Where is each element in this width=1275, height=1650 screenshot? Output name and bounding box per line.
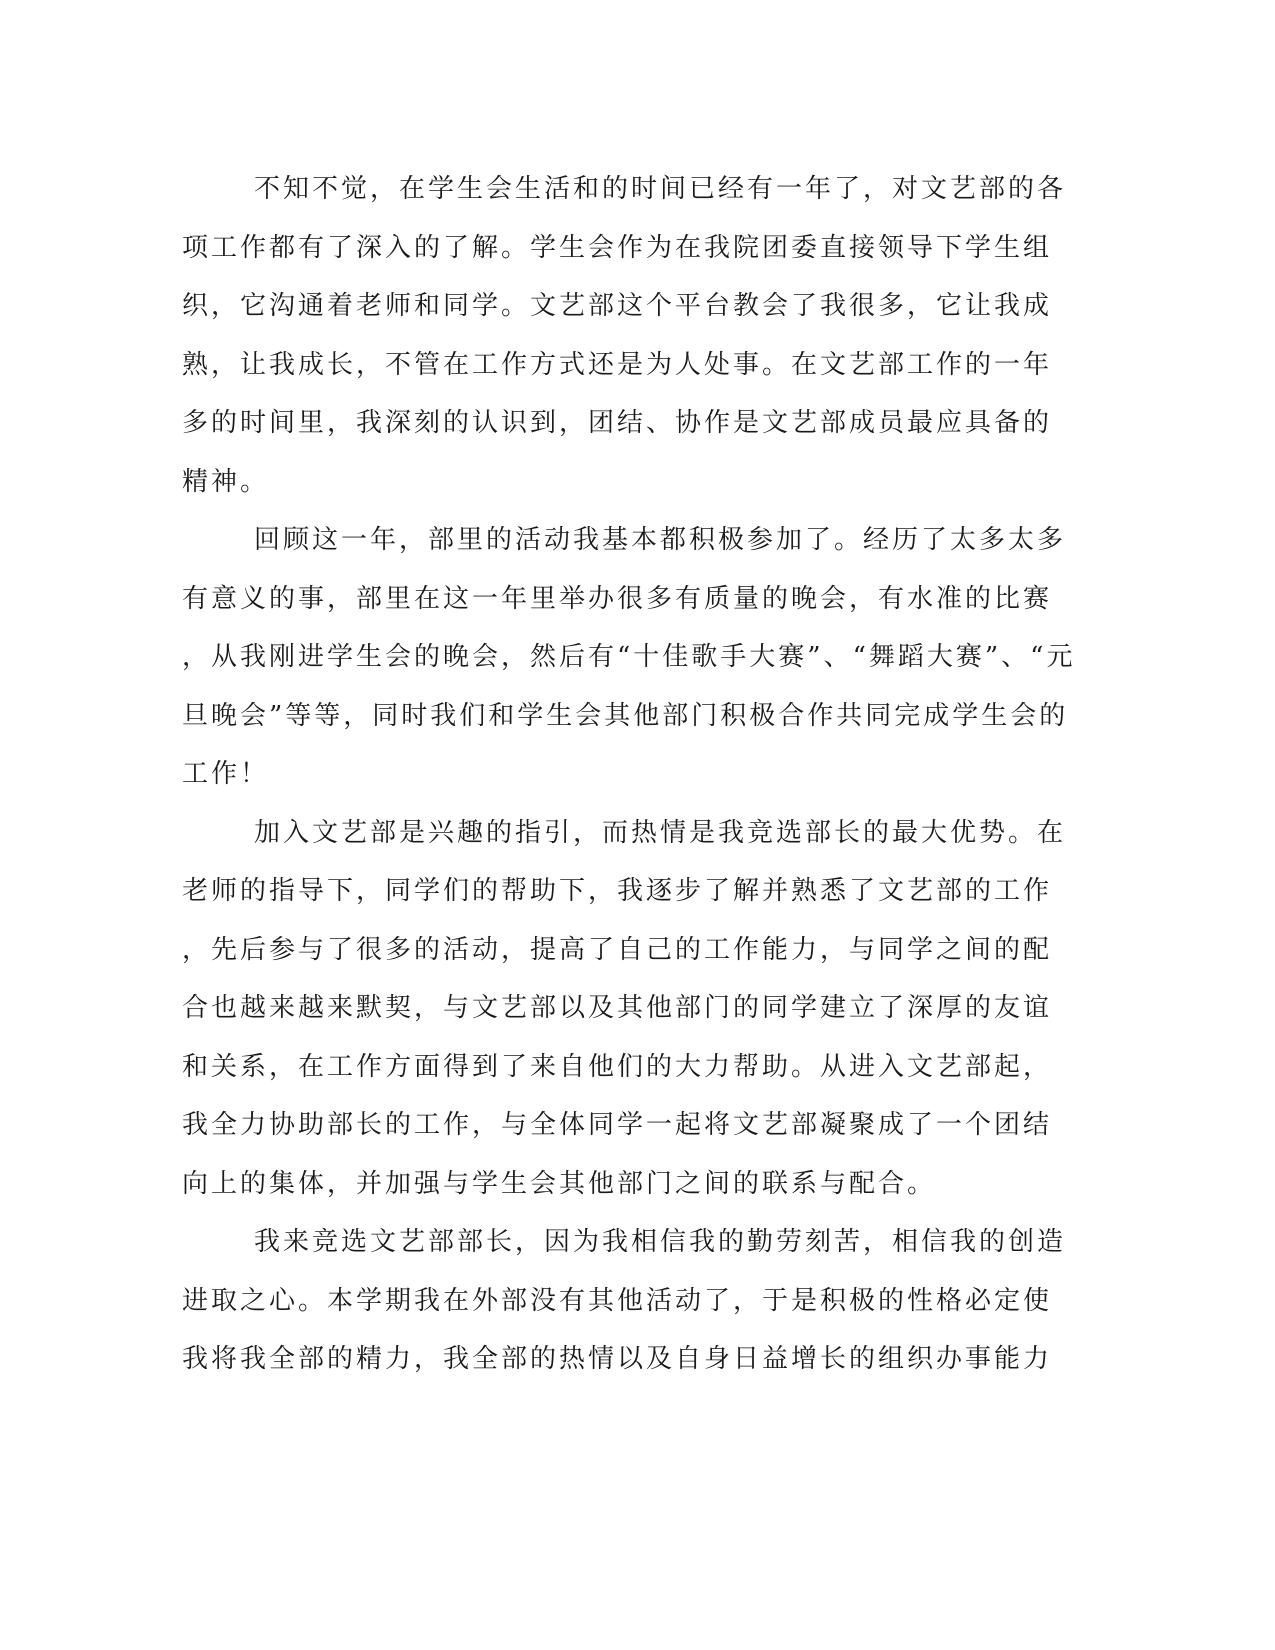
text-line: ，从我刚进学生会的晚会，然后有“十佳歌手大赛”、“舞蹈大赛”、“元 [182,642,1076,672]
text-line: 不知不觉，在学生会生活和的时间已经有一年了，对文艺部的各 [254,174,1067,204]
text-line: 回顾这一年，部里的活动我基本都积极参加了。经历了太多太多 [254,525,1067,555]
text-line: 有意义的事，部里在这一年里举办很多有质量的晚会，有水准的比赛 [182,583,1053,614]
paragraph-2 [182,511,1076,804]
text-line: 合也越来越来默契，与文艺部以及其他部门的同学建立了深厚的友谊 [182,993,1053,1023]
text-line: 我来竞选文艺部部长，因为我相信我的勤劳刻苦，相信我的创造 [254,1227,1067,1257]
text-line: 加入文艺部是兴趣的指引，而热情是我竞选部长的最大优势。在 [254,817,1067,848]
text-line: 织，它沟通着老师和同学。文艺部这个平台教会了我很多，它让我成 [182,291,1053,321]
text-line: 我全力协助部长的工作，与全体同学一起将文艺部凝聚成了一个团结 [182,1110,1053,1140]
text-line: 精神。 [182,466,270,497]
text-line: 向上的集体，并加强与学生会其他部门之间的联系与配合。 [182,1168,937,1199]
text-line: 和关系，在工作方面得到了来自他们的大力帮助。从进入文艺部起， [182,1051,1053,1082]
paragraph-4 [182,1213,1067,1389]
text-line: 多的时间里，我深刻的认识到，团结、协作是文艺部成员最应具备的 [182,408,1053,438]
text-line: 旦晚会”等等，同时我们和学生会其他部门积极合作共同完成学生会的 [182,700,1069,731]
text-line: 工作！ [182,759,270,789]
text-line: 老师的指导下，同学们的帮助下，我逐步了解并熟悉了文艺部的工作 [182,876,1053,906]
document-body [182,160,1076,1389]
text-line: 我将我全部的精力，我全部的热情以及自身日益增长的组织办事能力 [182,1344,1053,1374]
text-line: 熟，让我成长，不管在工作方式还是为人处事。在文艺部工作的一年 [182,349,1053,380]
text-line: 项工作都有了深入的了解。学生会作为在我院团委直接领导下学生组 [182,232,1053,263]
paragraph-3 [182,804,1067,1214]
paragraph-1 [182,160,1067,511]
text-line: ，先后参与了很多的活动，提高了自己的工作能力，与同学之间的配 [182,934,1053,965]
text-line: 进取之心。本学期我在外部没有其他活动了，于是积极的性格必定使 [182,1285,1053,1316]
